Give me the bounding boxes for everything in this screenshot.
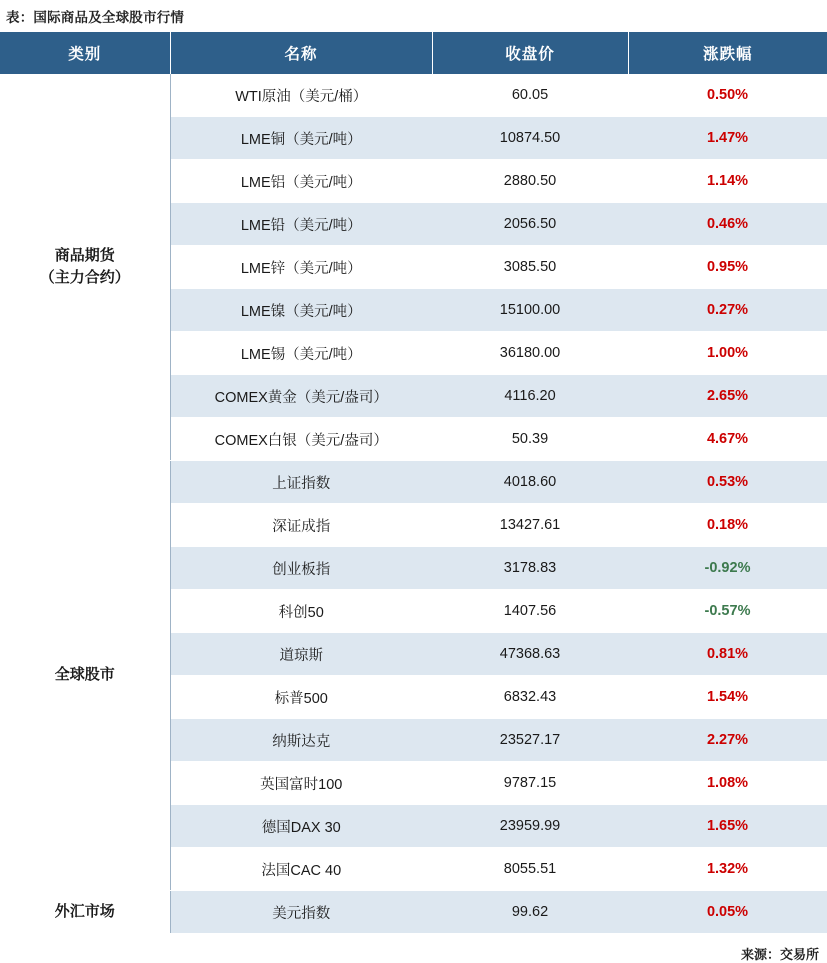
instrument-name-cell: 深证成指 [170, 504, 432, 547]
change-percent-cell: 0.46% [628, 203, 827, 246]
close-price-cell: 15100.00 [432, 289, 628, 332]
change-percent-cell: 0.53% [628, 461, 827, 504]
instrument-name-cell: 英国富时100 [170, 762, 432, 805]
change-percent-cell: -0.92% [628, 547, 827, 590]
instrument-name-cell: COMEX黄金（美元/盎司） [170, 375, 432, 418]
change-percent-cell: 0.81% [628, 633, 827, 676]
instrument-name-cell: 德国DAX 30 [170, 805, 432, 848]
table-row [0, 461, 827, 504]
close-price-cell: 60.05 [432, 74, 628, 117]
category-cell: 全球股市 [0, 461, 170, 891]
close-price-cell: 6832.43 [432, 676, 628, 719]
table-row [0, 74, 827, 117]
close-price-cell: 3178.83 [432, 547, 628, 590]
instrument-name-cell: COMEX白银（美元/盎司） [170, 418, 432, 461]
change-percent-cell: 1.00% [628, 332, 827, 375]
change-percent-cell: 0.27% [628, 289, 827, 332]
change-percent-cell: 0.50% [628, 74, 827, 117]
category-cell: 外汇市场 [0, 891, 170, 934]
change-percent-cell: 0.05% [628, 891, 827, 934]
change-percent-cell: 0.18% [628, 504, 827, 547]
close-price-cell: 4116.20 [432, 375, 628, 418]
close-price-cell: 13427.61 [432, 504, 628, 547]
instrument-name-cell: LME镍（美元/吨） [170, 289, 432, 332]
instrument-name-cell: 纳斯达克 [170, 719, 432, 762]
change-percent-cell: 1.08% [628, 762, 827, 805]
table-header [0, 32, 827, 74]
change-percent-cell: 0.95% [628, 246, 827, 289]
instrument-name-cell: 科创50 [170, 590, 432, 633]
column-header-name: 名称 [170, 32, 432, 74]
close-price-cell: 23527.17 [432, 719, 628, 762]
column-header-category: 类别 [0, 32, 170, 74]
column-header-change: 涨跌幅 [628, 32, 827, 74]
close-price-cell: 10874.50 [432, 117, 628, 160]
instrument-name-cell: LME锌（美元/吨） [170, 246, 432, 289]
instrument-name-cell: LME铅（美元/吨） [170, 203, 432, 246]
change-percent-cell: 1.54% [628, 676, 827, 719]
instrument-name-cell: 美元指数 [170, 891, 432, 934]
change-percent-cell: 2.27% [628, 719, 827, 762]
instrument-name-cell: 法国CAC 40 [170, 848, 432, 891]
close-price-cell: 4018.60 [432, 461, 628, 504]
change-percent-cell: 1.47% [628, 117, 827, 160]
instrument-name-cell: WTI原油（美元/桶） [170, 74, 432, 117]
table-header-row [0, 32, 827, 74]
market-quotes-table [0, 32, 827, 934]
change-percent-cell: 4.67% [628, 418, 827, 461]
column-header-close: 收盘价 [432, 32, 628, 74]
change-percent-cell: 1.65% [628, 805, 827, 848]
table-body [0, 74, 827, 934]
category-label-line2: （主力合约） [39, 269, 130, 286]
instrument-name-cell: 创业板指 [170, 547, 432, 590]
change-percent-cell: -0.57% [628, 590, 827, 633]
change-percent-cell: 1.32% [628, 848, 827, 891]
instrument-name-cell: 道琼斯 [170, 633, 432, 676]
close-price-cell: 3085.50 [432, 246, 628, 289]
change-percent-cell: 2.65% [628, 375, 827, 418]
table-row [0, 891, 827, 934]
close-price-cell: 47368.63 [432, 633, 628, 676]
category-label-line1: 商品期货 [54, 246, 115, 264]
source-note: 来源：交易所 [740, 947, 819, 962]
instrument-name-cell: LME铝（美元/吨） [170, 160, 432, 203]
close-price-cell: 36180.00 [432, 332, 628, 375]
instrument-name-cell: LME锡（美元/吨） [170, 332, 432, 375]
category-cell [0, 74, 170, 461]
close-price-cell: 2056.50 [432, 203, 628, 246]
close-price-cell: 8055.51 [432, 848, 628, 891]
close-price-cell: 2880.50 [432, 160, 628, 203]
instrument-name-cell: 标普500 [170, 676, 432, 719]
instrument-name-cell: 上证指数 [170, 461, 432, 504]
close-price-cell: 1407.56 [432, 590, 628, 633]
close-price-cell: 23959.99 [432, 805, 628, 848]
close-price-cell: 9787.15 [432, 762, 628, 805]
close-price-cell: 99.62 [432, 891, 628, 934]
change-percent-cell: 1.14% [628, 160, 827, 203]
table-caption: 表：国际商品及全球股市行情 [6, 10, 185, 25]
close-price-cell: 50.39 [432, 418, 628, 461]
instrument-name-cell: LME铜（美元/吨） [170, 117, 432, 160]
